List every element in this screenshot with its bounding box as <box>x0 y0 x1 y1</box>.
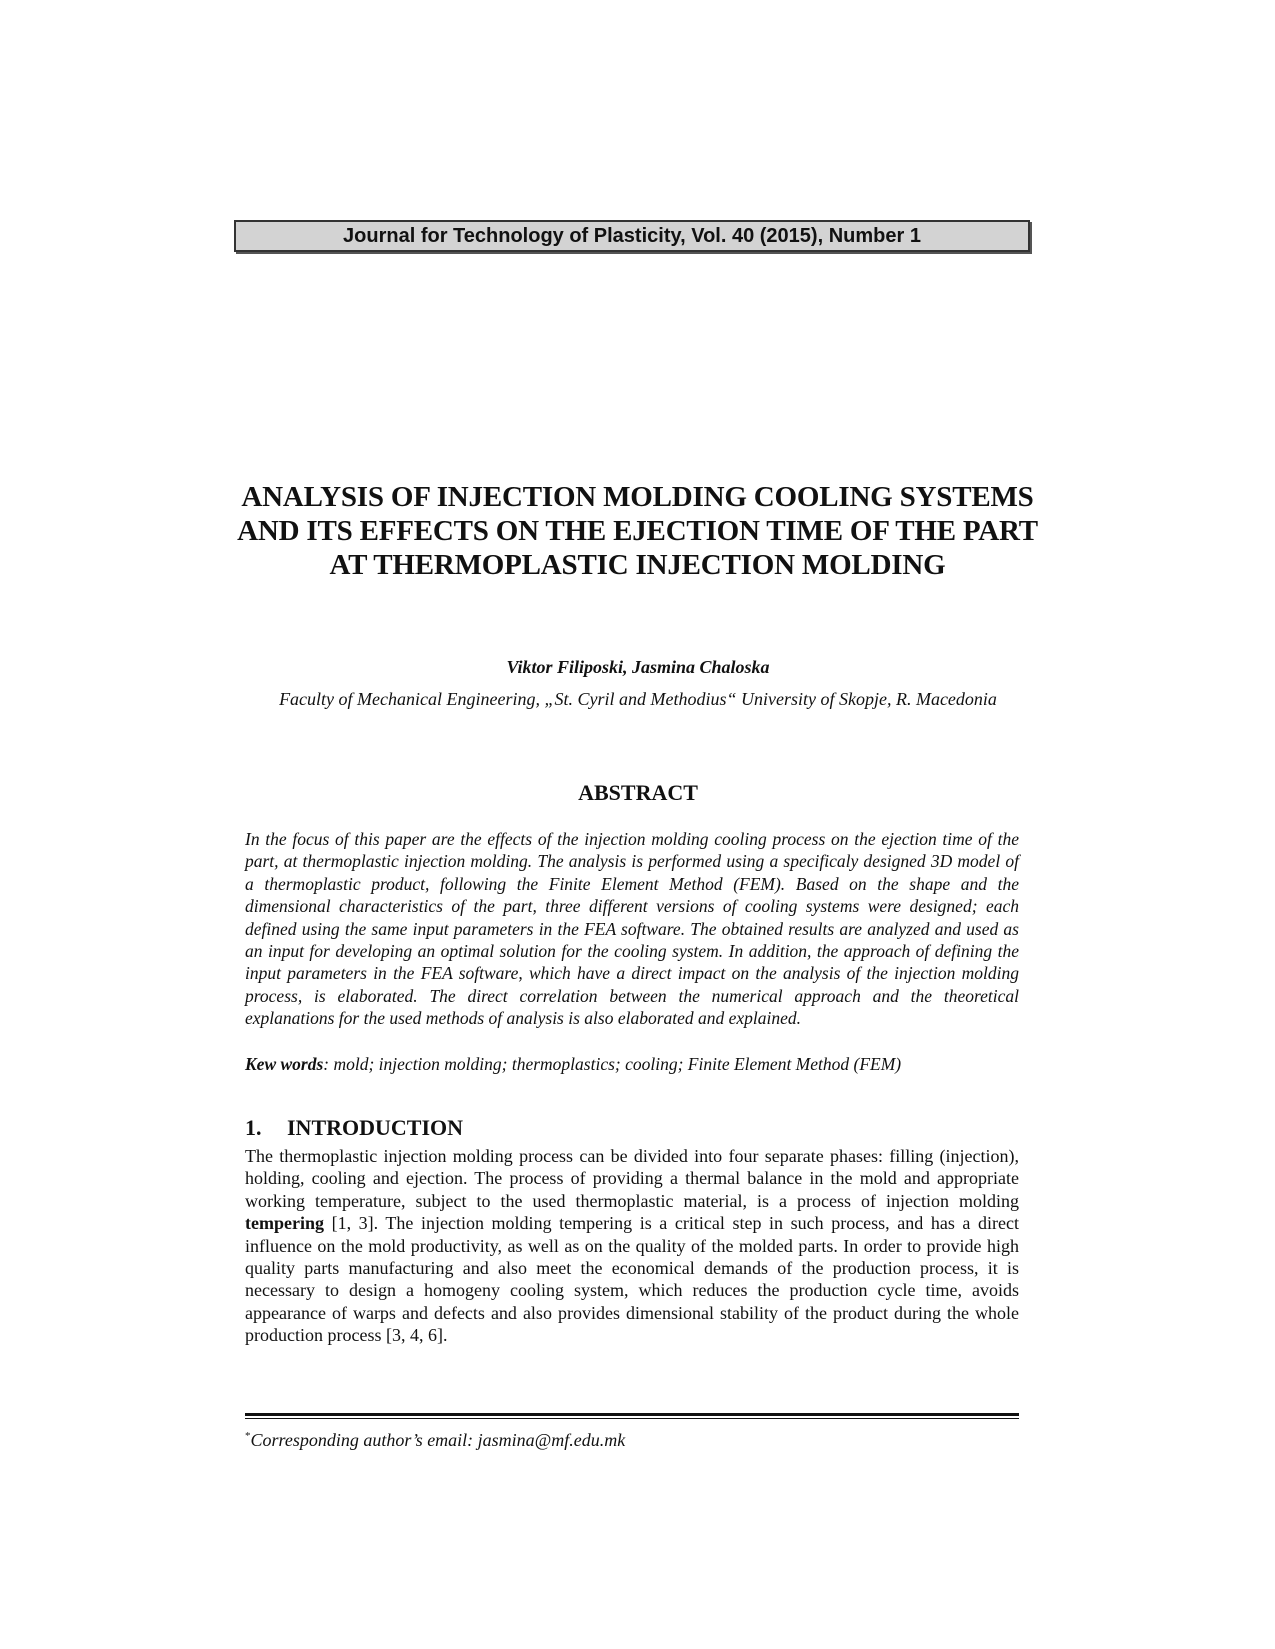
intro-text-part-1: The thermoplastic injection molding process can be divided into four separate phases: filling (injection), holding, cooling and ejection. The process of providing a thermal balance in the mold and appropriate working temperature, subject to the used thermoplastic material, is a process of injection molding <box>245 1146 1019 1211</box>
abstract-body: In the focus of this paper are the effects of the injection molding cooling process on the ejection time of the part, at thermoplastic injection molding. The analysis is performed using a specificaly designed 3D model of a thermoplastic product, following the Finite Element Method (FEM). Based on the shape and the dimensional characteristics of the part, three different versions of cooling systems were designed; each defined using the same input parameters in the FEA software. The obtained results are analyzed and used as an input for developing an optimal solution for the cooling system. In addition, the approach of defining the input parameters in the FEA software, which have a direct impact on the analysis of the injection molding process, is elaborated. The direct correlation between the numerical approach and the theoretical explanations for the used methods of analysis is also elaborated and explained. <box>245 829 1019 1029</box>
footnote-divider-thick <box>245 1413 1019 1416</box>
keywords <box>245 1053 1019 1075</box>
paper-title: ANALYSIS OF INJECTION MOLDING COOLING SYSTEMS AND ITS EFFECTS ON THE EJECTION TIME OF THE PART AT THERMOPLASTIC INJECTION MOLDING <box>237 481 1038 581</box>
keywords-label: Kew words <box>245 1054 324 1074</box>
paper-authors: Viktor Filiposki, Jasmina Chaloska <box>506 657 770 677</box>
introduction-paragraph <box>245 1145 1019 1347</box>
section-heading-introduction <box>245 1115 1019 1141</box>
section-number: 1. <box>245 1115 262 1140</box>
footnote-marker: * <box>245 1430 251 1442</box>
intro-text-part-2: [1, 3]. The injection molding tempering is a critical step in such process, and has a direct influence on the mold productivity, as well as on the quality of the molded parts. In order to provide high quality parts manufacturing and also meet the economical demands of the production process, it is necessary to design a homogeny cooling system, which reduces the production cycle time, avoids appearance of warps and defects and also provides dimensional stability of the product during the whole production process [3, 4, 6]. <box>245 1213 1019 1346</box>
section-title: INTRODUCTION <box>287 1115 464 1140</box>
corresponding-author-footnote <box>245 1425 1019 1451</box>
author-affiliation: Faculty of Mechanical Engineering, „St. Cyril and Methodius“ University of Skopje, R. Macedonia <box>279 689 997 709</box>
abstract-heading: ABSTRACT <box>578 780 698 805</box>
footnote-divider-thin <box>245 1418 1019 1419</box>
keywords-text: : mold; injection molding; thermoplastics; cooling; Finite Element Method (FEM) <box>323 1054 902 1074</box>
journal-header: Journal for Technology of Plasticity, Vol. 40 (2015), Number 1 <box>234 220 1030 252</box>
intro-bold-term: tempering <box>245 1213 324 1234</box>
footnote-text: Corresponding author’s email: jasmina@mf.edu.mk <box>250 1430 626 1450</box>
